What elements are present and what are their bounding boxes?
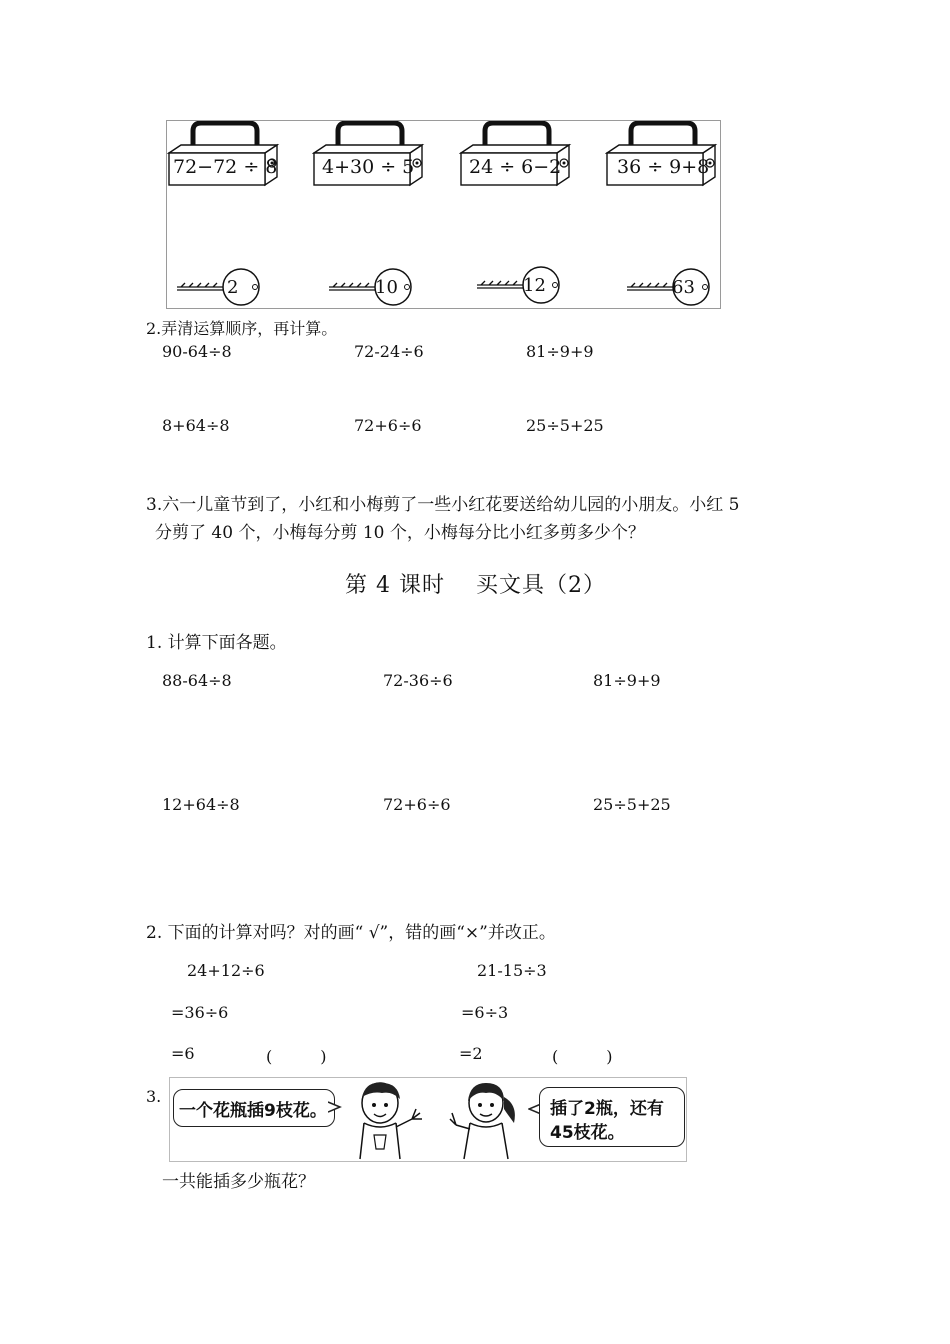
key-1: [175, 267, 265, 311]
part1-q2-expr-1: 90-64÷8: [162, 342, 232, 361]
lock-2-expression: 4+30 ÷ 5: [322, 156, 415, 178]
calc-left-line-3: =6: [171, 1044, 195, 1063]
part1-q2-expr-3: 81÷9+9: [526, 342, 594, 361]
part2-q1-expr-6: 25÷5+25: [593, 795, 671, 814]
part1-q3-line2: 分剪了 40 个，小梅每分剪 10 个，小梅每分比小红多剪多少个？: [155, 523, 645, 543]
key-icon: [175, 267, 265, 307]
calc-right-line-1: 21-15÷3: [477, 961, 547, 980]
part2-q1-expr-2: 72-36÷6: [383, 671, 453, 690]
key-4-value: 63: [672, 277, 695, 298]
part1-q2-title: 2.弄清运算顺序，再计算。: [146, 319, 338, 338]
lesson-title: 第 4 课时 买文具（2）: [345, 573, 606, 598]
answer-bracket-right[interactable]: ( ): [552, 1047, 613, 1066]
flower-vase-picture: [169, 1077, 687, 1162]
key-icon: [625, 267, 715, 307]
key-4: [625, 267, 715, 311]
lock-4-expression: 36 ÷ 9+8: [617, 156, 710, 178]
part2-q2-title: 2. 下面的计算对吗？对的画“ √”，错的画“×”并改正。: [146, 923, 556, 943]
key-icon: [327, 267, 417, 307]
key-2-value: 10: [375, 277, 398, 298]
calc-left-line-1: 24+12÷6: [187, 961, 265, 980]
part1-q3-line1: 3.六一儿童节到了，小红和小梅剪了一些小红花要送给幼儿园的小朋友。小红 5: [146, 495, 740, 515]
part1-q2-expr-2: 72-24÷6: [354, 342, 424, 361]
bubble-left-text: 一个花瓶插9枝花。: [179, 1101, 327, 1121]
part1-q2-expr-4: 8+64÷8: [162, 416, 230, 435]
part2-q1-expr-3: 81÷9+9: [593, 671, 661, 690]
calc-right-line-3: =2: [459, 1044, 483, 1063]
key-icon: [475, 265, 565, 305]
part1-q2-expr-5: 72+6÷6: [354, 416, 422, 435]
part2-q3-number: 3.: [146, 1087, 162, 1106]
girl-figure: [442, 1079, 528, 1161]
calc-right-line-2: =6÷3: [461, 1003, 509, 1022]
bubble-right-line2: 45枝花。: [550, 1123, 625, 1143]
part2-q1-expr-5: 72+6÷6: [383, 795, 451, 814]
key-1-value: 2: [227, 277, 239, 298]
boy-figure: [346, 1079, 424, 1161]
part2-q1-expr-1: 88-64÷8: [162, 671, 232, 690]
lock-key-picture: [166, 120, 721, 309]
part1-q2-expr-6: 25÷5+25: [526, 416, 604, 435]
answer-bracket-left[interactable]: ( ): [266, 1047, 327, 1066]
lock-1-expression: 72−72 ÷ 8: [173, 156, 278, 178]
key-2: [327, 267, 417, 311]
part2-q1-title: 1. 计算下面各题。: [146, 633, 287, 653]
part2-q3-question: 一共能插多少瓶花？: [162, 1172, 315, 1192]
key-3: [475, 265, 565, 309]
bubble-tail-icon: [328, 1100, 342, 1114]
part2-q1-expr-4: 12+64÷8: [162, 795, 240, 814]
key-3-value: 12: [523, 275, 546, 296]
calc-left-line-2: =36÷6: [171, 1003, 229, 1022]
lock-3-expression: 24 ÷ 6−2: [469, 156, 562, 178]
bubble-right-line1: 插了2瓶，还有: [550, 1099, 664, 1119]
